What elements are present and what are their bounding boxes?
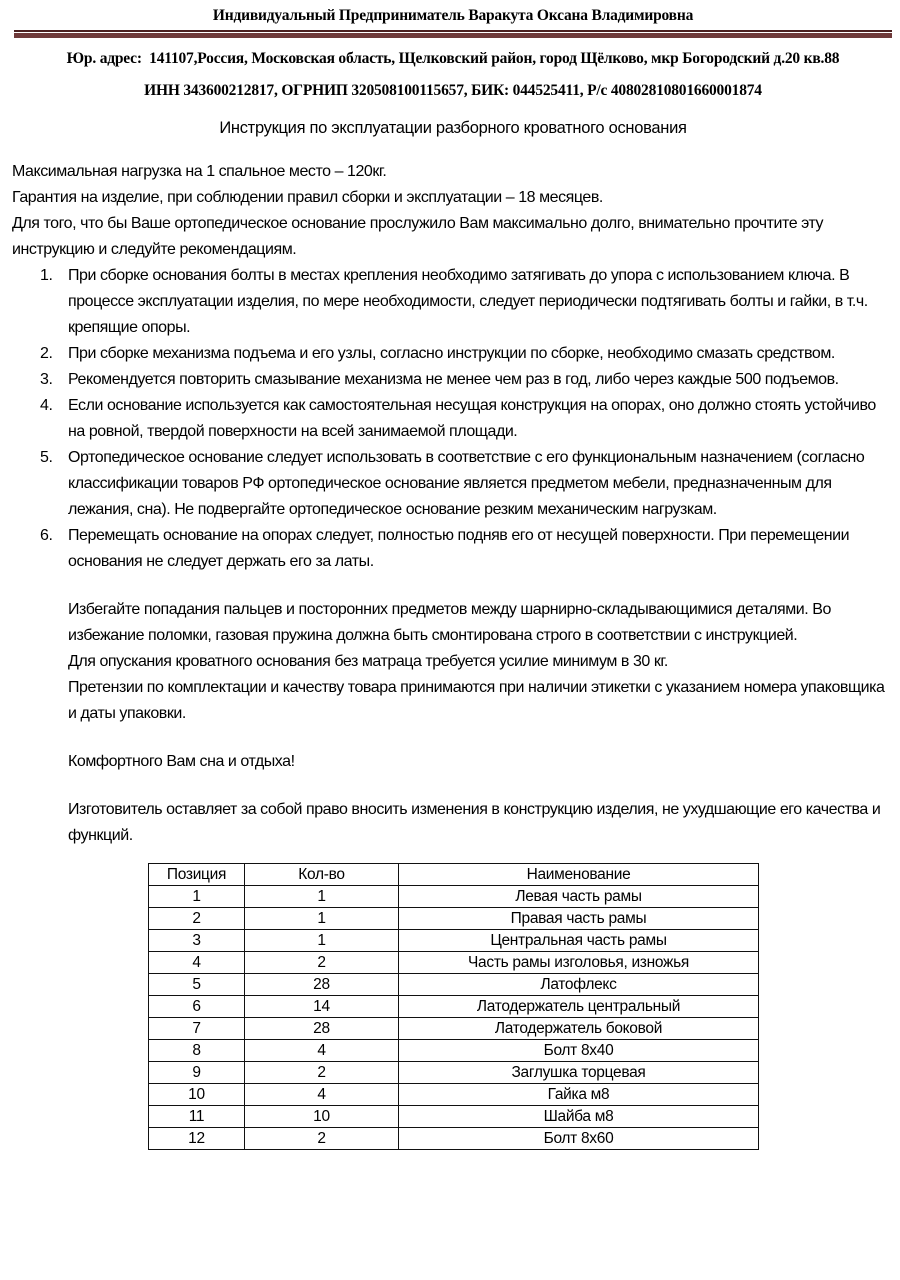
cell-name: Гайка м8 xyxy=(399,1084,759,1106)
intro-paragraph: Гарантия на изделие, при соблюдении правил сборки и эксплуатации – 18 месяцев. xyxy=(12,189,603,206)
letterhead-divider xyxy=(14,30,892,38)
cell-position: 3 xyxy=(149,930,245,952)
intro-paragraph: Для того, что бы Ваше ортопедическое основание прослужило Вам максимально долго, внимательно прочтите эту инструкцию и следуйте рекомендациям. xyxy=(12,215,824,258)
cell-name: Правая часть рамы xyxy=(399,908,759,930)
cell-quantity: 2 xyxy=(245,1128,399,1150)
cell-quantity: 10 xyxy=(245,1106,399,1128)
rule-item: При сборке механизма подъема и его узлы, согласно инструкции по сборке, необходимо смазать средством. xyxy=(68,345,835,362)
usage-rules-list xyxy=(12,263,894,575)
parts-table-body xyxy=(149,886,759,1150)
cell-position: 4 xyxy=(149,952,245,974)
note-paragraph: Претензии по комплектации и качеству товара принимаются при наличии этикетки с указанием номера упаковщика и даты упаковки. xyxy=(68,679,885,722)
cell-position: 8 xyxy=(149,1040,245,1062)
cell-position: 5 xyxy=(149,974,245,996)
cell-name: Латодержатель центральный xyxy=(399,996,759,1018)
table-row xyxy=(149,974,759,996)
table-row xyxy=(149,1128,759,1150)
cell-quantity: 28 xyxy=(245,974,399,996)
cell-name: Заглушка торцевая xyxy=(399,1062,759,1084)
cell-quantity: 28 xyxy=(245,1018,399,1040)
cell-name: Левая часть рамы xyxy=(399,886,759,908)
cell-position: 6 xyxy=(149,996,245,1018)
intro-paragraphs xyxy=(12,159,894,263)
note-paragraph: Для опускания кроватного основания без матраца требуется усилие минимум в 30 кг. xyxy=(68,653,668,670)
cell-position: 2 xyxy=(149,908,245,930)
notes-paragraphs xyxy=(68,597,894,727)
divider-thin-line xyxy=(14,30,892,32)
document-title: Инструкция по эксплуатации разборного кроватного основания xyxy=(219,119,687,137)
table-row xyxy=(149,930,759,952)
rule-item: Если основание используется как самостоятельная несущая конструкция на опорах, оно должно стоять устойчиво на ровной, твердой поверхности на всей занимаемой площади. xyxy=(68,397,876,440)
cell-name: Болт 8х60 xyxy=(399,1128,759,1150)
cell-quantity: 2 xyxy=(245,952,399,974)
company-name: Индивидуальный Предприниматель Варакута Оксана Владимировна xyxy=(212,7,694,24)
cell-name: Центральная часть рамы xyxy=(399,930,759,952)
cell-position: 11 xyxy=(149,1106,245,1128)
table-row xyxy=(149,1040,759,1062)
wish-line: Комфортного Вам сна и отдыха! xyxy=(68,753,295,770)
cell-position: 1 xyxy=(149,886,245,908)
cell-quantity: 4 xyxy=(245,1040,399,1062)
table-row xyxy=(149,908,759,930)
rule-item: Ортопедическое основание следует использовать в соответствие с его функциональным назначением (согласно классификации товаров РФ ортопедическое основание является предметом мебели, предназначенным для лежания, сна). Не подвергайте ортопедическое основание резким механическим нагрузкам. xyxy=(68,449,865,518)
parts-table xyxy=(148,863,759,1150)
rule-item: Рекомендуется повторить смазывание механизма не менее чем раз в год, либо через каждые 500 подъемов. xyxy=(68,371,839,388)
cell-name: Шайба м8 xyxy=(399,1106,759,1128)
divider-thick-line xyxy=(14,33,892,38)
cell-name: Латофлекс xyxy=(399,974,759,996)
cell-quantity: 14 xyxy=(245,996,399,1018)
table-row xyxy=(149,1018,759,1040)
note-paragraph: Избегайте попадания пальцев и посторонних предметов между шарнирно-складывающимися деталями. Во избежание поломки, газовая пружина должна быть смонтирована строго в соответствии с инструкцией. xyxy=(68,601,831,644)
table-row xyxy=(149,886,759,908)
company-requisites: ИНН 343600212817, ОГРНИП 320508100115657, БИК: 044525411, Р/с 40802810801660001874 xyxy=(144,82,762,99)
intro-paragraph: Максимальная нагрузка на 1 спальное место – 120кг. xyxy=(12,163,387,180)
letterhead xyxy=(12,5,894,100)
cell-quantity: 1 xyxy=(245,886,399,908)
cell-position: 9 xyxy=(149,1062,245,1084)
cell-quantity: 1 xyxy=(245,908,399,930)
rule-item: Перемещать основание на опорах следует, полностью подняв его от несущей поверхности. При перемещении основания не следует держать его за латы. xyxy=(68,527,850,570)
table-row xyxy=(149,952,759,974)
cell-position: 10 xyxy=(149,1084,245,1106)
rule-item: При сборке основания болты в местах крепления необходимо затягивать до упора с использованием ключа. В процессе эксплуатации изделия, по мере необходимости, следует периодически подтягивать болты и гайки, в т.ч. крепящие опоры. xyxy=(68,267,868,336)
manufacturer-disclaimer: Изготовитель оставляет за собой право вносить изменения в конструкцию изделия, не ухудшающие его качества и функций. xyxy=(68,801,881,844)
header-quantity: Кол-во xyxy=(245,864,399,886)
legal-address: Юр. адрес: 141107,Россия, Московская область, Щелковский район, город Щёлково, мкр Богородский д.20 кв.88 xyxy=(66,50,840,67)
cell-name: Часть рамы изголовья, изножья xyxy=(399,952,759,974)
header-position: Позиция xyxy=(149,864,245,886)
table-row xyxy=(149,996,759,1018)
table-row xyxy=(149,1084,759,1106)
table-header-row xyxy=(149,864,759,886)
table-row xyxy=(149,1062,759,1084)
header-name: Наименование xyxy=(399,864,759,886)
table-row xyxy=(149,1106,759,1128)
cell-name: Латодержатель боковой xyxy=(399,1018,759,1040)
cell-quantity: 4 xyxy=(245,1084,399,1106)
cell-name: Болт 8х40 xyxy=(399,1040,759,1062)
cell-position: 12 xyxy=(149,1128,245,1150)
cell-position: 7 xyxy=(149,1018,245,1040)
cell-quantity: 2 xyxy=(245,1062,399,1084)
cell-quantity: 1 xyxy=(245,930,399,952)
